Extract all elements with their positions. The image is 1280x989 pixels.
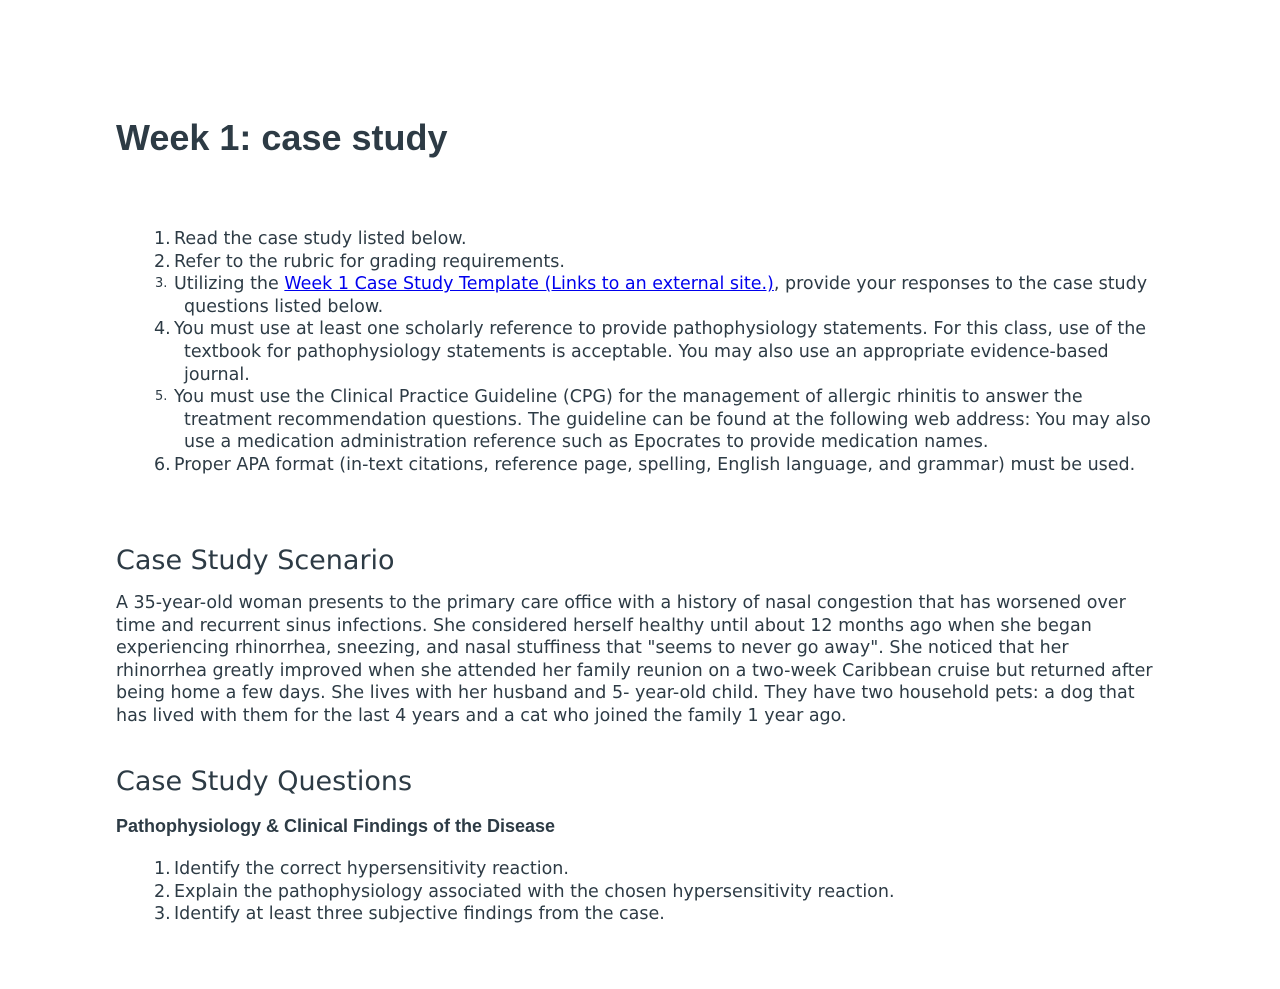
list-number: 1. — [154, 859, 171, 879]
scenario-heading: Case Study Scenario — [116, 545, 395, 576]
scenario-paragraph: A 35-year-old woman presents to the primary care office with a history of nasal congestion that has worsened over time and recurrent sinus infections. She considered herself healthy until about 12 months ago when she began experiencing rhinorrhea, sneezing, and nasal stuffiness that "seems to never go away". She noticed that her rhinorrhea greatly improved when she attended her family reunion on a two-week Caribbean cruise but returned after being home a few days. She lives with her husband and 5- year-old child. They have two household pets: a dog that has lived with them for the last 4 years and a cat who joined the family 1 year ago. — [116, 593, 1153, 726]
list-item — [116, 858, 1156, 881]
list-item-text: , provide your responses to the case study questions listed below. — [184, 274, 1148, 317]
list-item — [116, 318, 1156, 386]
list-item-text: Utilizing the — [174, 274, 285, 295]
list-item-text: Proper APA format (in-text citations, reference page, spelling, English language, and grammar) must be used. — [174, 454, 1136, 475]
questions-subheading: Pathophysiology & Clinical Findings of the Disease — [116, 816, 556, 836]
list-number: 3. — [154, 904, 171, 925]
page-title: Week 1: case study — [116, 117, 448, 158]
list-number: 5. — [155, 389, 168, 405]
list-number: 2. — [154, 251, 171, 272]
list-item-text: You must use the Clinical Practice Guideline (CPG) for the management of allergic rhinitis to answer the treatment recommendation questions. The guideline can be found at the following web address: You may also use a medication administration reference such as Epocrates to provide medication names. — [174, 387, 1151, 453]
list-number: 1. — [154, 229, 171, 249]
list-item — [116, 228, 1156, 251]
list-item — [116, 454, 1156, 477]
list-item — [116, 386, 1156, 454]
list-item-text: Read the case study listed below. — [174, 229, 467, 249]
list-number: 4. — [154, 319, 171, 340]
list-number: 6. — [154, 454, 171, 475]
list-item-text: Identify at least three subjective findings from the case. — [174, 904, 665, 925]
list-item-text: You must use at least one scholarly reference to provide pathophysiology statements. For this class, use of the textbook for pathophysiology statements is acceptable. You may also use an appropriate evidence-based journal. — [174, 319, 1147, 385]
case-study-template-link[interactable]: Week 1 Case Study Template (Links to an external site.) — [284, 274, 774, 295]
questions-list — [116, 858, 1156, 926]
instructions-list — [116, 228, 1156, 477]
list-item — [116, 273, 1156, 318]
list-number: 2. — [154, 881, 171, 902]
list-item-text: Explain the pathophysiology associated with the chosen hypersensitivity reaction. — [174, 881, 895, 902]
list-item — [116, 903, 1156, 926]
list-item — [116, 251, 1156, 274]
list-number: 3. — [155, 276, 168, 292]
list-item-text: Identify the correct hypersensitivity reaction. — [174, 859, 569, 879]
list-item-text: Refer to the rubric for grading requirements. — [174, 251, 565, 272]
questions-heading: Case Study Questions — [116, 766, 413, 797]
list-item — [116, 881, 1156, 904]
